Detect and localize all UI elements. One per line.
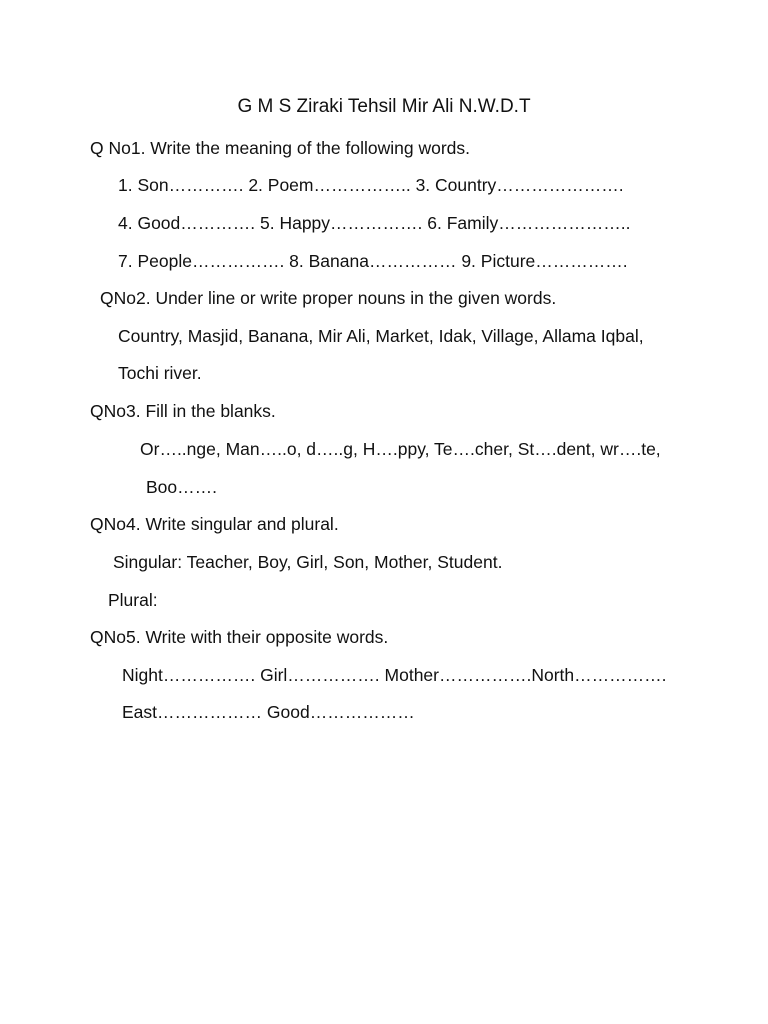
q2-heading: QNo2. Under line or write proper nouns in the given words. xyxy=(100,288,557,308)
page-title xyxy=(0,95,768,119)
q3-blanks-line-2: Boo……. xyxy=(146,477,217,497)
q1-row-2: 4. Good…………. 5. Happy……………. 6. Family………………….. xyxy=(118,213,631,233)
q2-words-line-1: Country, Masjid, Banana, Mir Ali, Market, Idak, Village, Allama Iqbal, xyxy=(118,326,644,346)
q5-opposites-line-1: Night……………. Girl……………. Mother…………….North……………. xyxy=(122,665,667,685)
q1-row-3: 7. People……………. 8. Banana…………… 9. Picture……………. xyxy=(118,251,628,271)
q3-heading: QNo3. Fill in the blanks. xyxy=(90,401,276,421)
q3-blanks-line-1: Or…..nge, Man…..o, d…..g, H….ppy, Te….cher, St….dent, wr….te, xyxy=(140,439,661,459)
q4-plural: Plural: xyxy=(108,590,158,610)
q5-heading: QNo5. Write with their opposite words. xyxy=(90,627,389,647)
q4-singular: Singular: Teacher, Boy, Girl, Son, Mother, Student. xyxy=(113,552,503,572)
q4-heading: QNo4. Write singular and plural. xyxy=(90,514,339,534)
q1-heading: Q No1. Write the meaning of the following words. xyxy=(90,138,471,158)
q5-opposites-line-2: East……………… Good……………… xyxy=(122,702,415,722)
page-title-text: G M S Ziraki Tehsil Mir Ali N.W.D.T xyxy=(237,96,531,117)
q2-words-line-2: Tochi river. xyxy=(118,363,202,383)
q1-row-1: 1. Son…………. 2. Poem…………….. 3. Country…………………. xyxy=(118,175,624,195)
